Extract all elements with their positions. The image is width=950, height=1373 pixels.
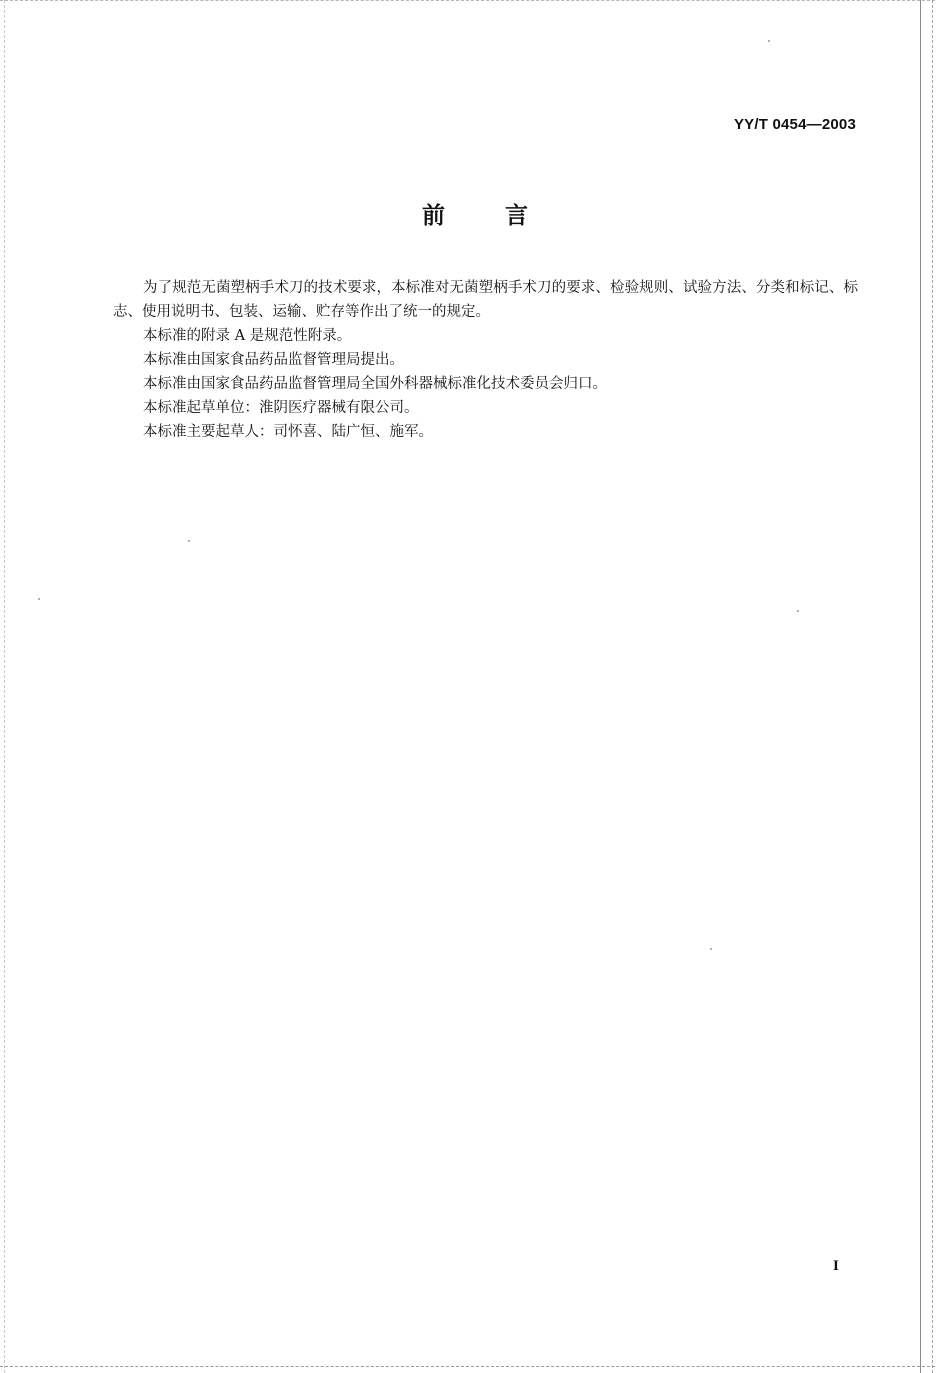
foreword-paragraph: 本标准由国家食品药品监督管理局全国外科器械标准化技术委员会归口。: [143, 376, 607, 392]
foreword-paragraph: 本标准主要起草人：司怀喜、陆广恒、施军。: [143, 424, 433, 440]
foreword-body: [113, 276, 858, 444]
page-title: 前言: [422, 203, 588, 229]
foreword-paragraph: 本标准由国家食品药品监督管理局提出。: [143, 352, 404, 368]
scan-speck: [768, 40, 770, 42]
scan-speck: [188, 540, 190, 542]
foreword-paragraph: 本标准起草单位：淮阴医疗器械有限公司。: [143, 400, 419, 416]
standard-code: YY/T 0454—2003: [733, 116, 856, 133]
scan-speck: [38, 598, 40, 600]
foreword-paragraph: 本标准的附录 A 是规范性附录。: [143, 328, 352, 344]
scan-edge-top: [0, 0, 935, 1]
page-number: I: [833, 1258, 839, 1274]
scan-speck: [710, 948, 712, 950]
scan-speck: [797, 610, 799, 612]
scan-edge-bottom: [0, 1366, 935, 1367]
foreword-paragraph: 为了规范无菌塑柄手术刀的技术要求，本标准对无菌塑柄手术刀的要求、检验规则、试验方法、分类和标记、标志、使用说明书、包装、运输、贮存等作出了统一的规定。: [113, 280, 858, 320]
